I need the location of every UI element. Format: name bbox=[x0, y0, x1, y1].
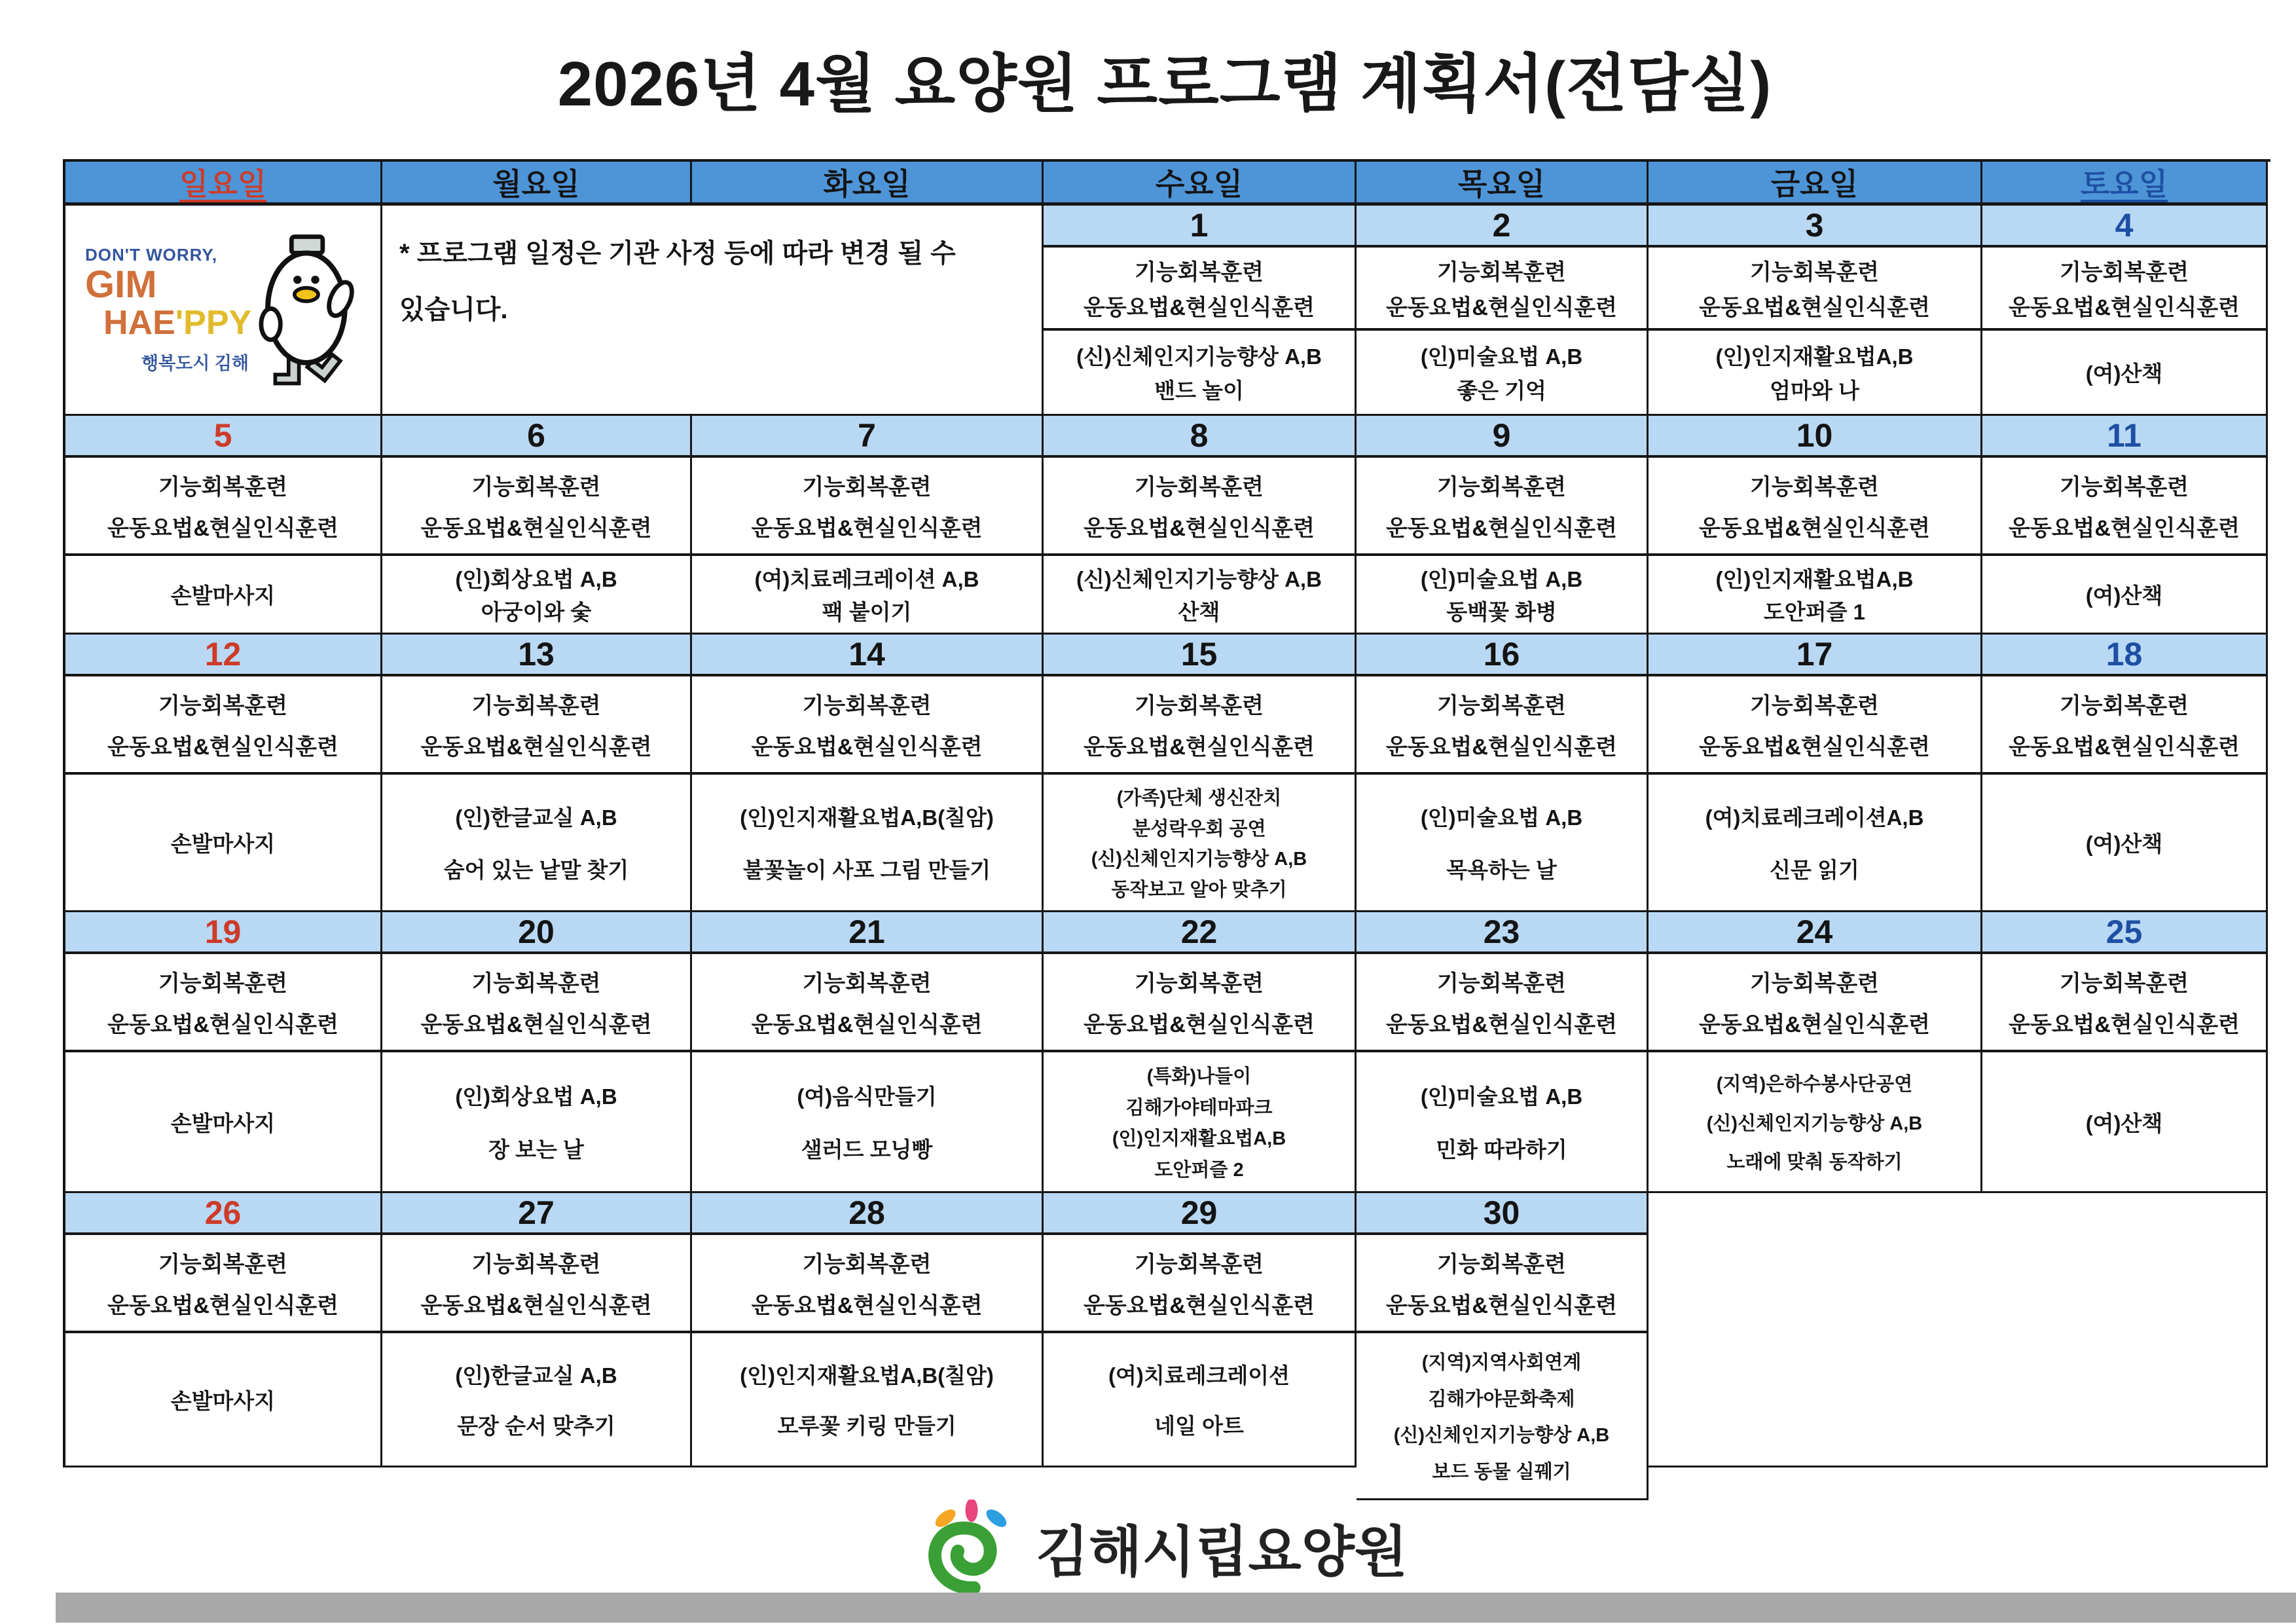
day-14-training bbox=[692, 676, 1044, 775]
training-line: 운동요법&현실인식훈련 bbox=[420, 1293, 652, 1318]
activity-line: 손발마사지 bbox=[170, 583, 276, 608]
activity-line: (여)산책 bbox=[2085, 1111, 2163, 1135]
day-number-22: 22 bbox=[1044, 912, 1357, 954]
training-line: 기능회복훈련 bbox=[2059, 971, 2189, 997]
training-line: 운동요법&현실인식훈련 bbox=[1084, 734, 1315, 760]
activity-line: 문장 순서 맞추기 bbox=[457, 1414, 615, 1439]
training-line: 기능회복훈련 bbox=[471, 475, 601, 500]
day-number-20: 20 bbox=[382, 912, 692, 954]
activity-line: (신)신체인지기능향상 A,B bbox=[1076, 344, 1322, 369]
day-number-13: 13 bbox=[382, 635, 692, 676]
training-line: 운동요법&현실인식훈련 bbox=[1084, 515, 1315, 541]
activity-line: (인)인지재활요법A,B bbox=[1715, 344, 1914, 369]
day-number-21: 21 bbox=[692, 912, 1044, 954]
training-line: 기능회복훈련 bbox=[2059, 475, 2189, 500]
training-line: 기능회복훈련 bbox=[158, 693, 288, 719]
day-header-4: 목요일 bbox=[1357, 162, 1649, 206]
page-title: 2026년 4월 요양원 프로그램 계획서(전담실) bbox=[557, 49, 1772, 119]
mascot-city-label: 행복도시 김해 bbox=[141, 353, 249, 373]
training-line: 기능회복훈련 bbox=[471, 971, 601, 997]
day-header-3: 수요일 bbox=[1044, 162, 1357, 206]
activity-line: 도안퍼즐 2 bbox=[1154, 1159, 1244, 1181]
day-23-activities bbox=[1357, 1052, 1649, 1193]
training-line: 운동요법&현실인식훈련 bbox=[751, 1293, 983, 1318]
schedule-note-line: 있습니다. bbox=[399, 295, 508, 324]
activity-line: (가족)단체 생신잔치 bbox=[1116, 788, 1282, 809]
activity-line: 보드 동물 실꿰기 bbox=[1432, 1461, 1571, 1483]
training-line: 기능회복훈련 bbox=[471, 693, 601, 719]
activity-line: 손발마사지 bbox=[170, 832, 276, 856]
activity-line: 불꽃놀이 사포 그림 만들기 bbox=[742, 857, 991, 882]
day-12-activities bbox=[65, 775, 382, 912]
activity-line: 엄마와 나 bbox=[1770, 378, 1859, 403]
day-number-3: 3 bbox=[1649, 206, 1982, 248]
activity-line: 팩 붙이기 bbox=[822, 599, 912, 624]
day-20-training bbox=[382, 954, 692, 1052]
activity-line: 모루꽃 키링 만들기 bbox=[777, 1414, 957, 1439]
day-number-25: 25 bbox=[1982, 912, 2268, 954]
day-number-29: 29 bbox=[1044, 1193, 1357, 1235]
training-line: 기능회복훈련 bbox=[802, 971, 932, 997]
training-line: 운동요법&현실인식훈련 bbox=[1084, 1293, 1315, 1318]
day-18-training bbox=[1982, 676, 2268, 775]
training-line: 기능회복훈련 bbox=[1134, 259, 1264, 285]
activity-line: 민화 따라하기 bbox=[1436, 1137, 1567, 1162]
training-line: 기능회복훈련 bbox=[1436, 475, 1567, 500]
activity-line: (인)인지재활요법A,B(칠암) bbox=[740, 805, 994, 830]
day-21-activities bbox=[692, 1052, 1044, 1193]
training-line: 운동요법&현실인식훈련 bbox=[1699, 734, 1930, 760]
day-number-24: 24 bbox=[1649, 912, 1982, 954]
activity-line: (여)치료레크레이션A,B bbox=[1705, 805, 1924, 830]
day-number-4: 4 bbox=[1982, 206, 2268, 248]
training-line: 기능회복훈련 bbox=[471, 1252, 601, 1278]
day-number-6: 6 bbox=[382, 416, 692, 458]
training-line: 운동요법&현실인식훈련 bbox=[420, 1012, 652, 1037]
activity-line: 손발마사지 bbox=[170, 1388, 276, 1413]
training-line: 기능회복훈련 bbox=[1749, 259, 1880, 285]
day-15-activities bbox=[1044, 775, 1357, 912]
training-line: 기능회복훈련 bbox=[158, 1252, 288, 1278]
day-7-training bbox=[692, 458, 1044, 556]
mascot-wordmark bbox=[85, 245, 252, 374]
training-line: 기능회복훈련 bbox=[802, 693, 932, 719]
week-row-5 bbox=[63, 1193, 2270, 1483]
day-9-activities bbox=[1357, 556, 1649, 635]
activity-line: (여)산책 bbox=[2085, 361, 2163, 386]
training-line: 운동요법&현실인식훈련 bbox=[420, 734, 652, 760]
activity-line: 동작보고 알아 맞추기 bbox=[1111, 879, 1287, 900]
day-5-activities bbox=[65, 556, 382, 635]
day-21-training bbox=[692, 954, 1044, 1052]
activity-line: 아궁이와 숯 bbox=[481, 599, 592, 624]
training-line: 운동요법&현실인식훈련 bbox=[2009, 515, 2240, 541]
day-22-training bbox=[1044, 954, 1357, 1052]
day-19-activities bbox=[65, 1052, 382, 1193]
day-11-training bbox=[1982, 458, 2268, 556]
day-number-26: 26 bbox=[65, 1193, 382, 1235]
activity-line: 분성락우회 공연 bbox=[1132, 818, 1266, 840]
day-9-training bbox=[1357, 458, 1649, 556]
day-16-training bbox=[1357, 676, 1649, 775]
activity-line: (인)한글교실 A,B bbox=[455, 1363, 617, 1388]
activity-line: (인)인지재활요법A,B bbox=[1715, 567, 1914, 592]
day-number-2: 2 bbox=[1357, 206, 1649, 248]
training-line: 기능회복훈련 bbox=[1749, 693, 1880, 719]
day-29-activities bbox=[1044, 1333, 1357, 1467]
day-8-training bbox=[1044, 458, 1357, 556]
day-number-7: 7 bbox=[692, 416, 1044, 458]
training-line: 운동요법&현실인식훈련 bbox=[420, 515, 652, 541]
day-number-9: 9 bbox=[1357, 416, 1649, 458]
day-number-23: 23 bbox=[1357, 912, 1649, 954]
day-25-activities bbox=[1982, 1052, 2268, 1193]
activity-line: (여)산책 bbox=[2085, 583, 2163, 608]
mascot-duck-image bbox=[253, 234, 361, 386]
day-5-training bbox=[65, 458, 382, 556]
day-30-training bbox=[1357, 1235, 1649, 1333]
activity-line: 신문 읽기 bbox=[1770, 857, 1859, 882]
day-6-activities bbox=[382, 556, 692, 635]
day-10-activities bbox=[1649, 556, 1982, 635]
mascot-word-gim: GIM bbox=[85, 263, 157, 306]
day-17-activities bbox=[1649, 775, 1982, 912]
day-24-training bbox=[1649, 954, 1982, 1052]
day-header-2: 화요일 bbox=[692, 162, 1044, 206]
schedule-note bbox=[382, 206, 1044, 416]
day-number-27: 27 bbox=[382, 1193, 692, 1235]
day-2-activities bbox=[1357, 331, 1649, 416]
training-line: 운동요법&현실인식훈련 bbox=[107, 1293, 338, 1318]
day-header-1: 월요일 bbox=[382, 162, 692, 206]
day-number-14: 14 bbox=[692, 635, 1044, 676]
activity-line: (지역)지역사회연계 bbox=[1421, 1352, 1582, 1374]
activity-line: (신)신체인지기능향상 A,B bbox=[1706, 1113, 1923, 1134]
day-23-training bbox=[1357, 954, 1649, 1052]
day-22-activities bbox=[1044, 1052, 1357, 1193]
day-3-training bbox=[1649, 248, 1982, 331]
training-line: 운동요법&현실인식훈련 bbox=[2009, 1012, 2240, 1037]
training-line: 운동요법&현실인식훈련 bbox=[751, 734, 983, 760]
training-line: 운동요법&현실인식훈련 bbox=[751, 515, 983, 541]
day-header-5: 금요일 bbox=[1649, 162, 1982, 206]
activity-line: (신)신체인지기능향상 A,B bbox=[1076, 567, 1322, 592]
activity-line: 노래에 맞춰 동작하기 bbox=[1726, 1151, 1903, 1173]
week-row-2 bbox=[63, 416, 2270, 635]
day-6-training bbox=[382, 458, 692, 556]
training-line: 기능회복훈련 bbox=[1749, 475, 1880, 500]
day-18-activities bbox=[1982, 775, 2268, 912]
training-line: 운동요법&현실인식훈련 bbox=[1386, 1293, 1617, 1318]
training-line: 기능회복훈련 bbox=[2059, 693, 2189, 719]
day-7-activities bbox=[692, 556, 1044, 635]
day-28-training bbox=[692, 1235, 1044, 1333]
activity-line: (인)한글교실 A,B bbox=[455, 805, 617, 830]
activity-line: (인)미술요법 A,B bbox=[1420, 1084, 1583, 1109]
training-line: 운동요법&현실인식훈련 bbox=[1386, 295, 1617, 321]
week-row-1 bbox=[63, 206, 2270, 416]
day-number-16: 16 bbox=[1357, 635, 1649, 676]
activity-line: 좋은 기억 bbox=[1457, 378, 1546, 403]
training-line: 운동요법&현실인식훈련 bbox=[2009, 295, 2240, 321]
day-28-activities bbox=[692, 1333, 1044, 1467]
training-line: 운동요법&현실인식훈련 bbox=[751, 1012, 983, 1037]
day-number-11: 11 bbox=[1982, 416, 2268, 458]
activity-line: (인)회상요법 A,B bbox=[455, 1084, 617, 1109]
training-line: 기능회복훈련 bbox=[158, 475, 288, 500]
week-row-4 bbox=[63, 912, 2270, 1193]
day-number-8: 8 bbox=[1044, 416, 1357, 458]
day-4-activities bbox=[1982, 331, 2268, 416]
day-header-0: 일요일 bbox=[65, 162, 382, 206]
activity-line: (인)미술요법 A,B bbox=[1420, 344, 1583, 369]
activity-line: 김해가야테마파크 bbox=[1125, 1097, 1273, 1118]
day-26-training bbox=[65, 1235, 382, 1333]
gimhae-logo-icon bbox=[922, 1500, 1021, 1596]
day-14-activities bbox=[692, 775, 1044, 912]
training-line: 운동요법&현실인식훈련 bbox=[1386, 1012, 1617, 1037]
day-8-activities bbox=[1044, 556, 1357, 635]
training-line: 기능회복훈련 bbox=[1436, 971, 1567, 997]
activity-line: 샐러드 모닝빵 bbox=[801, 1137, 933, 1162]
training-line: 기능회복훈련 bbox=[1134, 971, 1264, 997]
mascot-slogan: DON'T WORRY, bbox=[85, 245, 218, 265]
training-line: 운동요법&현실인식훈련 bbox=[107, 1012, 338, 1037]
training-line: 운동요법&현실인식훈련 bbox=[1699, 515, 1930, 541]
day-27-activities bbox=[382, 1333, 692, 1467]
activity-line: 산책 bbox=[1178, 599, 1220, 624]
day-number-15: 15 bbox=[1044, 635, 1357, 676]
day-17-training bbox=[1649, 676, 1982, 775]
day-number-5: 5 bbox=[65, 416, 382, 458]
day-13-training bbox=[382, 676, 692, 775]
training-line: 기능회복훈련 bbox=[1436, 693, 1567, 719]
training-line: 기능회복훈련 bbox=[1436, 259, 1567, 285]
day-30-activities bbox=[1357, 1333, 1649, 1500]
training-line: 기능회복훈련 bbox=[2059, 259, 2189, 285]
day-20-activities bbox=[382, 1052, 692, 1193]
activity-line: (여)산책 bbox=[2085, 832, 2163, 856]
day-header-row bbox=[63, 159, 2270, 206]
day-1-training bbox=[1044, 248, 1357, 331]
training-line: 운동요법&현실인식훈련 bbox=[107, 515, 338, 541]
training-line: 운동요법&현실인식훈련 bbox=[107, 734, 338, 760]
activity-line: (신)신체인지기능향상 A,B bbox=[1393, 1425, 1610, 1447]
training-line: 기능회복훈련 bbox=[1749, 971, 1880, 997]
week-row-3 bbox=[63, 635, 2270, 912]
day-2-training bbox=[1357, 248, 1649, 331]
empty-weekend-cell bbox=[1649, 1193, 2268, 1467]
activity-line: 도안퍼즐 1 bbox=[1763, 599, 1866, 624]
activity-line: (여)치료레크레이션 bbox=[1108, 1363, 1290, 1388]
training-line: 기능회복훈련 bbox=[1436, 1252, 1567, 1278]
mascot-word-haeppy: HAE'PPY bbox=[103, 304, 252, 342]
day-12-training bbox=[65, 676, 382, 775]
activity-line: 장 보는 날 bbox=[488, 1137, 584, 1162]
training-line: 운동요법&현실인식훈련 bbox=[1699, 1012, 1930, 1037]
day-1-activities bbox=[1044, 331, 1357, 416]
activity-line: (신)신체인지기능향상 A,B bbox=[1091, 849, 1307, 870]
day-16-activities bbox=[1357, 775, 1649, 912]
activity-line: 목욕하는 날 bbox=[1446, 857, 1557, 882]
training-line: 기능회복훈련 bbox=[1134, 1252, 1264, 1278]
day-number-28: 28 bbox=[692, 1193, 1044, 1235]
day-13-activities bbox=[382, 775, 692, 912]
day-number-19: 19 bbox=[65, 912, 382, 954]
training-line: 기능회복훈련 bbox=[802, 475, 932, 500]
day-15-training bbox=[1044, 676, 1357, 775]
training-line: 기능회복훈련 bbox=[1134, 475, 1264, 500]
day-26-activities bbox=[65, 1333, 382, 1467]
schedule-note-line: * 프로그램 일정은 기관 사정 등에 따라 변경 될 수 bbox=[399, 239, 956, 268]
activity-line: 김해가야문화축제 bbox=[1428, 1388, 1575, 1410]
training-line: 운동요법&현실인식훈련 bbox=[1386, 515, 1617, 541]
day-27-training bbox=[382, 1235, 692, 1333]
training-line: 운동요법&현실인식훈련 bbox=[1084, 295, 1315, 321]
day-number-1: 1 bbox=[1044, 206, 1357, 248]
activity-line: (인)미술요법 A,B bbox=[1420, 567, 1583, 592]
day-19-training bbox=[65, 954, 382, 1052]
activity-line: (특화)나들이 bbox=[1146, 1066, 1252, 1088]
day-24-activities bbox=[1649, 1052, 1982, 1193]
activity-line: 밴드 놀이 bbox=[1154, 378, 1244, 403]
day-number-17: 17 bbox=[1649, 635, 1982, 676]
activity-line: (지역)은하수봉사단공연 bbox=[1716, 1074, 1913, 1096]
calendar-table bbox=[63, 159, 2270, 1483]
day-header-6: 토요일 bbox=[1982, 162, 2268, 206]
activity-line: (여)치료레크레이션 A,B bbox=[754, 567, 979, 592]
day-number-30: 30 bbox=[1357, 1193, 1649, 1235]
training-line: 운동요법&현실인식훈련 bbox=[1386, 734, 1617, 760]
activity-line: (인)미술요법 A,B bbox=[1420, 805, 1583, 830]
activity-line: (인)인지재활요법A,B bbox=[1112, 1128, 1286, 1150]
training-line: 기능회복훈련 bbox=[1134, 693, 1264, 719]
day-4-training bbox=[1982, 248, 2268, 331]
activity-line: 동백꽃 화병 bbox=[1446, 599, 1557, 624]
training-line: 운동요법&현실인식훈련 bbox=[1084, 1012, 1315, 1037]
day-number-10: 10 bbox=[1649, 416, 1982, 458]
day-29-training bbox=[1044, 1235, 1357, 1333]
day-number-18: 18 bbox=[1982, 635, 2268, 676]
training-line: 기능회복훈련 bbox=[802, 1252, 932, 1278]
training-line: 기능회복훈련 bbox=[158, 971, 288, 997]
day-11-activities bbox=[1982, 556, 2268, 635]
footer-facility-name: 김해시립요양원 bbox=[1035, 1521, 1408, 1583]
activity-line: 손발마사지 bbox=[170, 1111, 276, 1135]
activity-line: 숨어 있는 낱말 찾기 bbox=[443, 857, 629, 882]
activity-line: (인)인지재활요법A,B(칠암) bbox=[740, 1363, 994, 1388]
activity-line: (인)회상요법 A,B bbox=[455, 567, 617, 592]
training-line: 운동요법&현실인식훈련 bbox=[1699, 295, 1930, 321]
activity-line: 네일 아트 bbox=[1154, 1414, 1244, 1439]
activity-line: (여)음식만들기 bbox=[797, 1084, 937, 1109]
day-3-activities bbox=[1649, 331, 1982, 416]
mascot-cell bbox=[65, 206, 382, 416]
calendar-weeks bbox=[63, 206, 2270, 1483]
scanner-artifact-bar bbox=[56, 1593, 2296, 1623]
day-25-training bbox=[1982, 954, 2268, 1052]
day-10-training bbox=[1649, 458, 1982, 556]
training-line: 운동요법&현실인식훈련 bbox=[2009, 734, 2240, 760]
footer-logo bbox=[63, 1500, 2267, 1596]
day-number-12: 12 bbox=[65, 635, 382, 676]
